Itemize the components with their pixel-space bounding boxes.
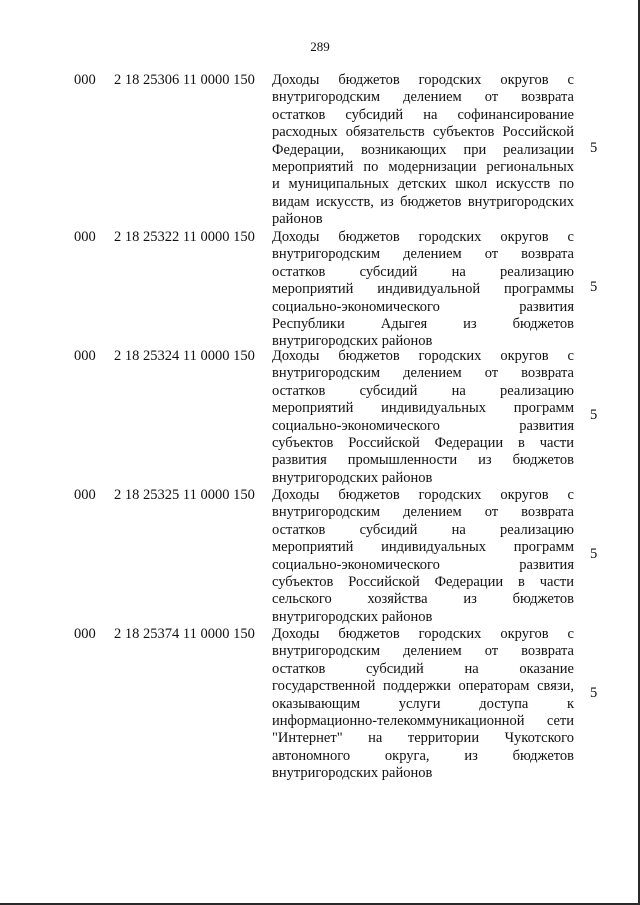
description-line: внутригородских районов	[272, 765, 433, 782]
row-description	[272, 348, 574, 487]
row-description	[272, 229, 574, 351]
description-line: информационно-телекоммуникационной сети	[272, 713, 574, 730]
row-description	[272, 626, 574, 783]
description-line: остатков субсидий на реализацию	[272, 521, 574, 538]
description-line: расходных обязательств субъектов Российской	[272, 124, 574, 141]
description-line: остатков субсидий на оказание	[272, 660, 574, 677]
budget-code: 2 18 25324 11 0000 150	[114, 348, 255, 364]
description-line: районов	[272, 211, 323, 228]
row-value: 5	[590, 140, 598, 156]
description-line: развития промышленности из бюджетов	[272, 452, 574, 469]
description-line: остатков субсидий на софинансирование	[272, 106, 574, 123]
description-line: социально-экономического развития	[272, 298, 574, 315]
description-line: Доходы бюджетов городских округов с	[272, 626, 574, 642]
description-line: социально-экономического развития	[272, 417, 574, 434]
page-number: 289	[310, 39, 330, 54]
row-value: 5	[590, 546, 598, 562]
description-line: субъектов Российской Федерации в части	[272, 435, 574, 452]
description-line: "Интернет" на территории Чукотского	[272, 730, 574, 747]
row-value: 5	[590, 407, 598, 423]
description-line: оказывающим услуги доступа к	[272, 695, 574, 712]
description-line: и муниципальных детских школ искусств по	[272, 176, 574, 193]
row-value: 5	[590, 279, 598, 295]
budget-code: 2 18 25325 11 0000 150	[114, 487, 255, 503]
admin-code: 000	[74, 487, 96, 503]
description-line: внутригородских районов	[272, 469, 433, 486]
description-line: сельского хозяйства из бюджетов	[272, 591, 574, 608]
description-line: Доходы бюджетов городских округов с	[272, 348, 574, 364]
row-description	[272, 72, 574, 229]
description-line: социально-экономического развития	[272, 556, 574, 573]
admin-code: 000	[74, 348, 96, 364]
description-line: мероприятий по модернизации региональных	[272, 159, 574, 176]
description-line: мероприятий индивидуальной программы	[272, 281, 574, 298]
budget-code: 2 18 25374 11 0000 150	[114, 626, 255, 642]
admin-code: 000	[74, 626, 96, 642]
admin-code: 000	[74, 72, 96, 88]
description-line: Республики Адыгея из бюджетов	[272, 316, 574, 333]
description-line: внутригородским делением от возврата	[272, 643, 574, 660]
description-line: остатков субсидий на реализацию	[272, 382, 574, 399]
description-line: внутригородским делением от возврата	[272, 504, 574, 521]
description-line: внутригородских районов	[272, 608, 433, 625]
budget-code: 2 18 25322 11 0000 150	[114, 229, 255, 245]
description-line: внутригородским делением от возврата	[272, 246, 574, 263]
row-description	[272, 487, 574, 626]
description-line: автономного округа, из бюджетов	[272, 747, 574, 764]
description-line: мероприятий индивидуальных программ	[272, 400, 574, 417]
description-line: внутригородским делением от возврата	[272, 89, 574, 106]
description-line: видам искусств, из бюджетов внутригородских	[272, 193, 574, 210]
description-line: Доходы бюджетов городских округов с	[272, 229, 574, 245]
description-line: внутригородских районов	[272, 333, 433, 350]
description-line: Доходы бюджетов городских округов с	[272, 487, 574, 503]
admin-code: 000	[74, 229, 96, 245]
description-line: остатков субсидий на реализацию	[272, 263, 574, 280]
description-line: внутригородским делением от возврата	[272, 365, 574, 382]
description-line: Доходы бюджетов городских округов с	[272, 72, 574, 88]
description-line: субъектов Российской Федерации в части	[272, 574, 574, 591]
budget-code: 2 18 25306 11 0000 150	[114, 72, 255, 88]
description-line: государственной поддержки операторам связи,	[272, 678, 574, 695]
description-line: мероприятий индивидуальных программ	[272, 539, 574, 556]
description-line: Федерации, возникающих при реализации	[272, 141, 574, 158]
row-value: 5	[590, 685, 598, 701]
